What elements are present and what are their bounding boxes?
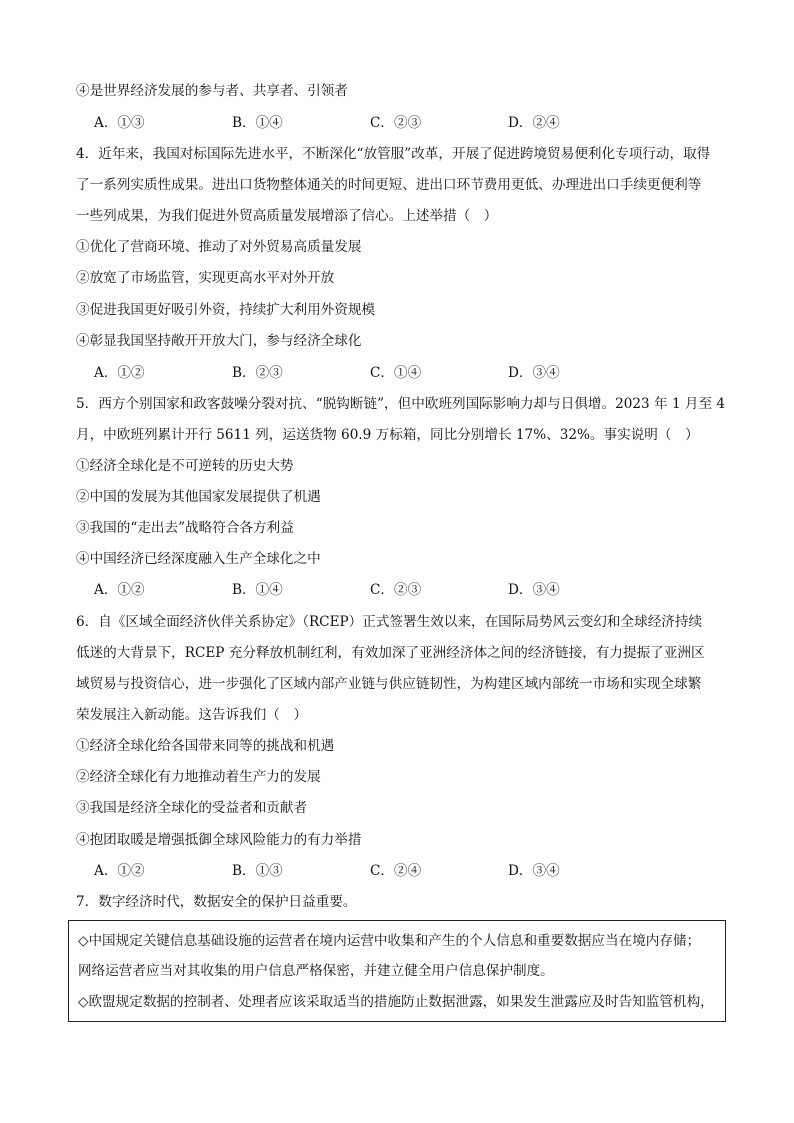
q4-option-a[interactable]: A．①②	[94, 365, 145, 381]
q5-option-b[interactable]: B．①④	[232, 582, 283, 598]
q5-item-4: ④中国经济已经深度融入生产全球化之中	[76, 551, 321, 567]
q6-item-3: ③我国是经济全球化的受益者和贡献者	[76, 800, 308, 816]
q5-option-d[interactable]: D．③④	[508, 582, 560, 598]
q4-item-2: ②放宽了市场监管，实现更高水平对外开放	[76, 270, 335, 286]
q3-option-c[interactable]: C．②③	[370, 115, 422, 131]
q6-option-b[interactable]: B．①③	[232, 863, 283, 879]
q7-box-line: ◇中国规定关键信息基础设施的运营者在境内运营中收集和产生的个人信息和重要数据应当在境内存储；	[78, 933, 701, 949]
q4-stem-line: 了一系列实质性成果。进出口货物整体通关的时间更短、进出口环节费用更低、办理进出口手续更便利等	[76, 177, 702, 193]
q4-option-c[interactable]: C．①④	[370, 365, 422, 381]
q7-box-line: ◇欧盟规定数据的控制者、处理者应该采取适当的措施防止数据泄露，如果发生泄露应及时告知监管机构，	[78, 994, 714, 1010]
q5-item-1: ①经济全球化是不可逆转的历史大势	[76, 458, 294, 474]
q6-option-c[interactable]: C．②④	[370, 863, 422, 879]
q6-item-1: ①经济全球化给各国带来同等的挑战和机遇	[76, 738, 335, 754]
q6-item-4: ④抱团取暖是增强抵御全球风险能力的有力举措	[76, 832, 362, 848]
q4-stem-line: 4．近年来，我国对标国际先进水平，不断深化“放管服”改革，开展了促进跨境贸易便利化专项行动，取得	[76, 146, 711, 162]
q4-stem-line: 一些列成果，为我们促进外贸高质量发展增添了信心。上述举措（ ）	[76, 208, 498, 224]
q4-option-d[interactable]: D．③④	[508, 365, 560, 381]
q4-item-3: ③促进我国更好吸引外资，持续扩大利用外资规模	[76, 302, 376, 318]
q6-option-d[interactable]: D．③④	[508, 863, 560, 879]
q6-item-2: ②经济全球化有力地推动着生产力的发展	[76, 769, 321, 785]
q7-stem: 7．数字经济时代，数据安全的保护日益重要。	[76, 894, 357, 910]
q5-stem-line: 月，中欧班列累计开行 5611 列，运送货物 60.9 万标箱，同比分别增长 17%、32%。事实说明（ ）	[76, 427, 699, 443]
q6-option-a[interactable]: A．①②	[94, 863, 145, 879]
q6-stem-line: 低迷的大背景下，RCEP 充分释放机制红利，有效加深了亚洲经济体之间的经济链接，有力提振了亚洲区	[76, 645, 705, 661]
q4-item-4: ④彰显我国坚持敞开开放大门，参与经济全球化	[76, 333, 362, 349]
q3-option-a[interactable]: A．①③	[94, 115, 145, 131]
q3-option-d[interactable]: D．②④	[508, 115, 560, 131]
q5-option-c[interactable]: C．②③	[370, 582, 422, 598]
q3-option-b[interactable]: B．①④	[232, 115, 283, 131]
q4-item-1: ①优化了营商环境、推动了对外贸易高质量发展	[76, 239, 362, 255]
q7-material-box	[68, 920, 726, 1022]
q3-item-4: ④是世界经济发展的参与者、共享者、引领者	[76, 83, 348, 99]
q7-box-line: 网络运营者应当对其收集的用户信息严格保密，并建立健全用户信息保护制度。	[78, 963, 554, 979]
q4-option-b[interactable]: B．②③	[232, 365, 283, 381]
q6-stem-line: 荣发展注入新动能。这告诉我们（ ）	[76, 707, 308, 723]
q5-stem-line: 5．西方个别国家和政客鼓噪分裂对抗、“脱钩断链”，但中欧班列国际影响力却与日俱增。2023 年 1 月至 4	[76, 396, 726, 412]
q6-stem-line: 域贸易与投资信心，进一步强化了区域内部产业链与供应链韧性，为构建区域内部统一市场和实现全球繁	[76, 676, 702, 692]
q5-option-a[interactable]: A．①②	[94, 582, 145, 598]
q5-item-3: ③我国的“走出去”战略符合各方利益	[76, 520, 294, 536]
q6-stem-line: 6．自《区域全面经济伙伴关系协定》（RCEP）正式签署生效以来，在国际局势风云变幻和全球经济持续	[76, 614, 703, 630]
q5-item-2: ②中国的发展为其他国家发展提供了机遇	[76, 489, 321, 505]
